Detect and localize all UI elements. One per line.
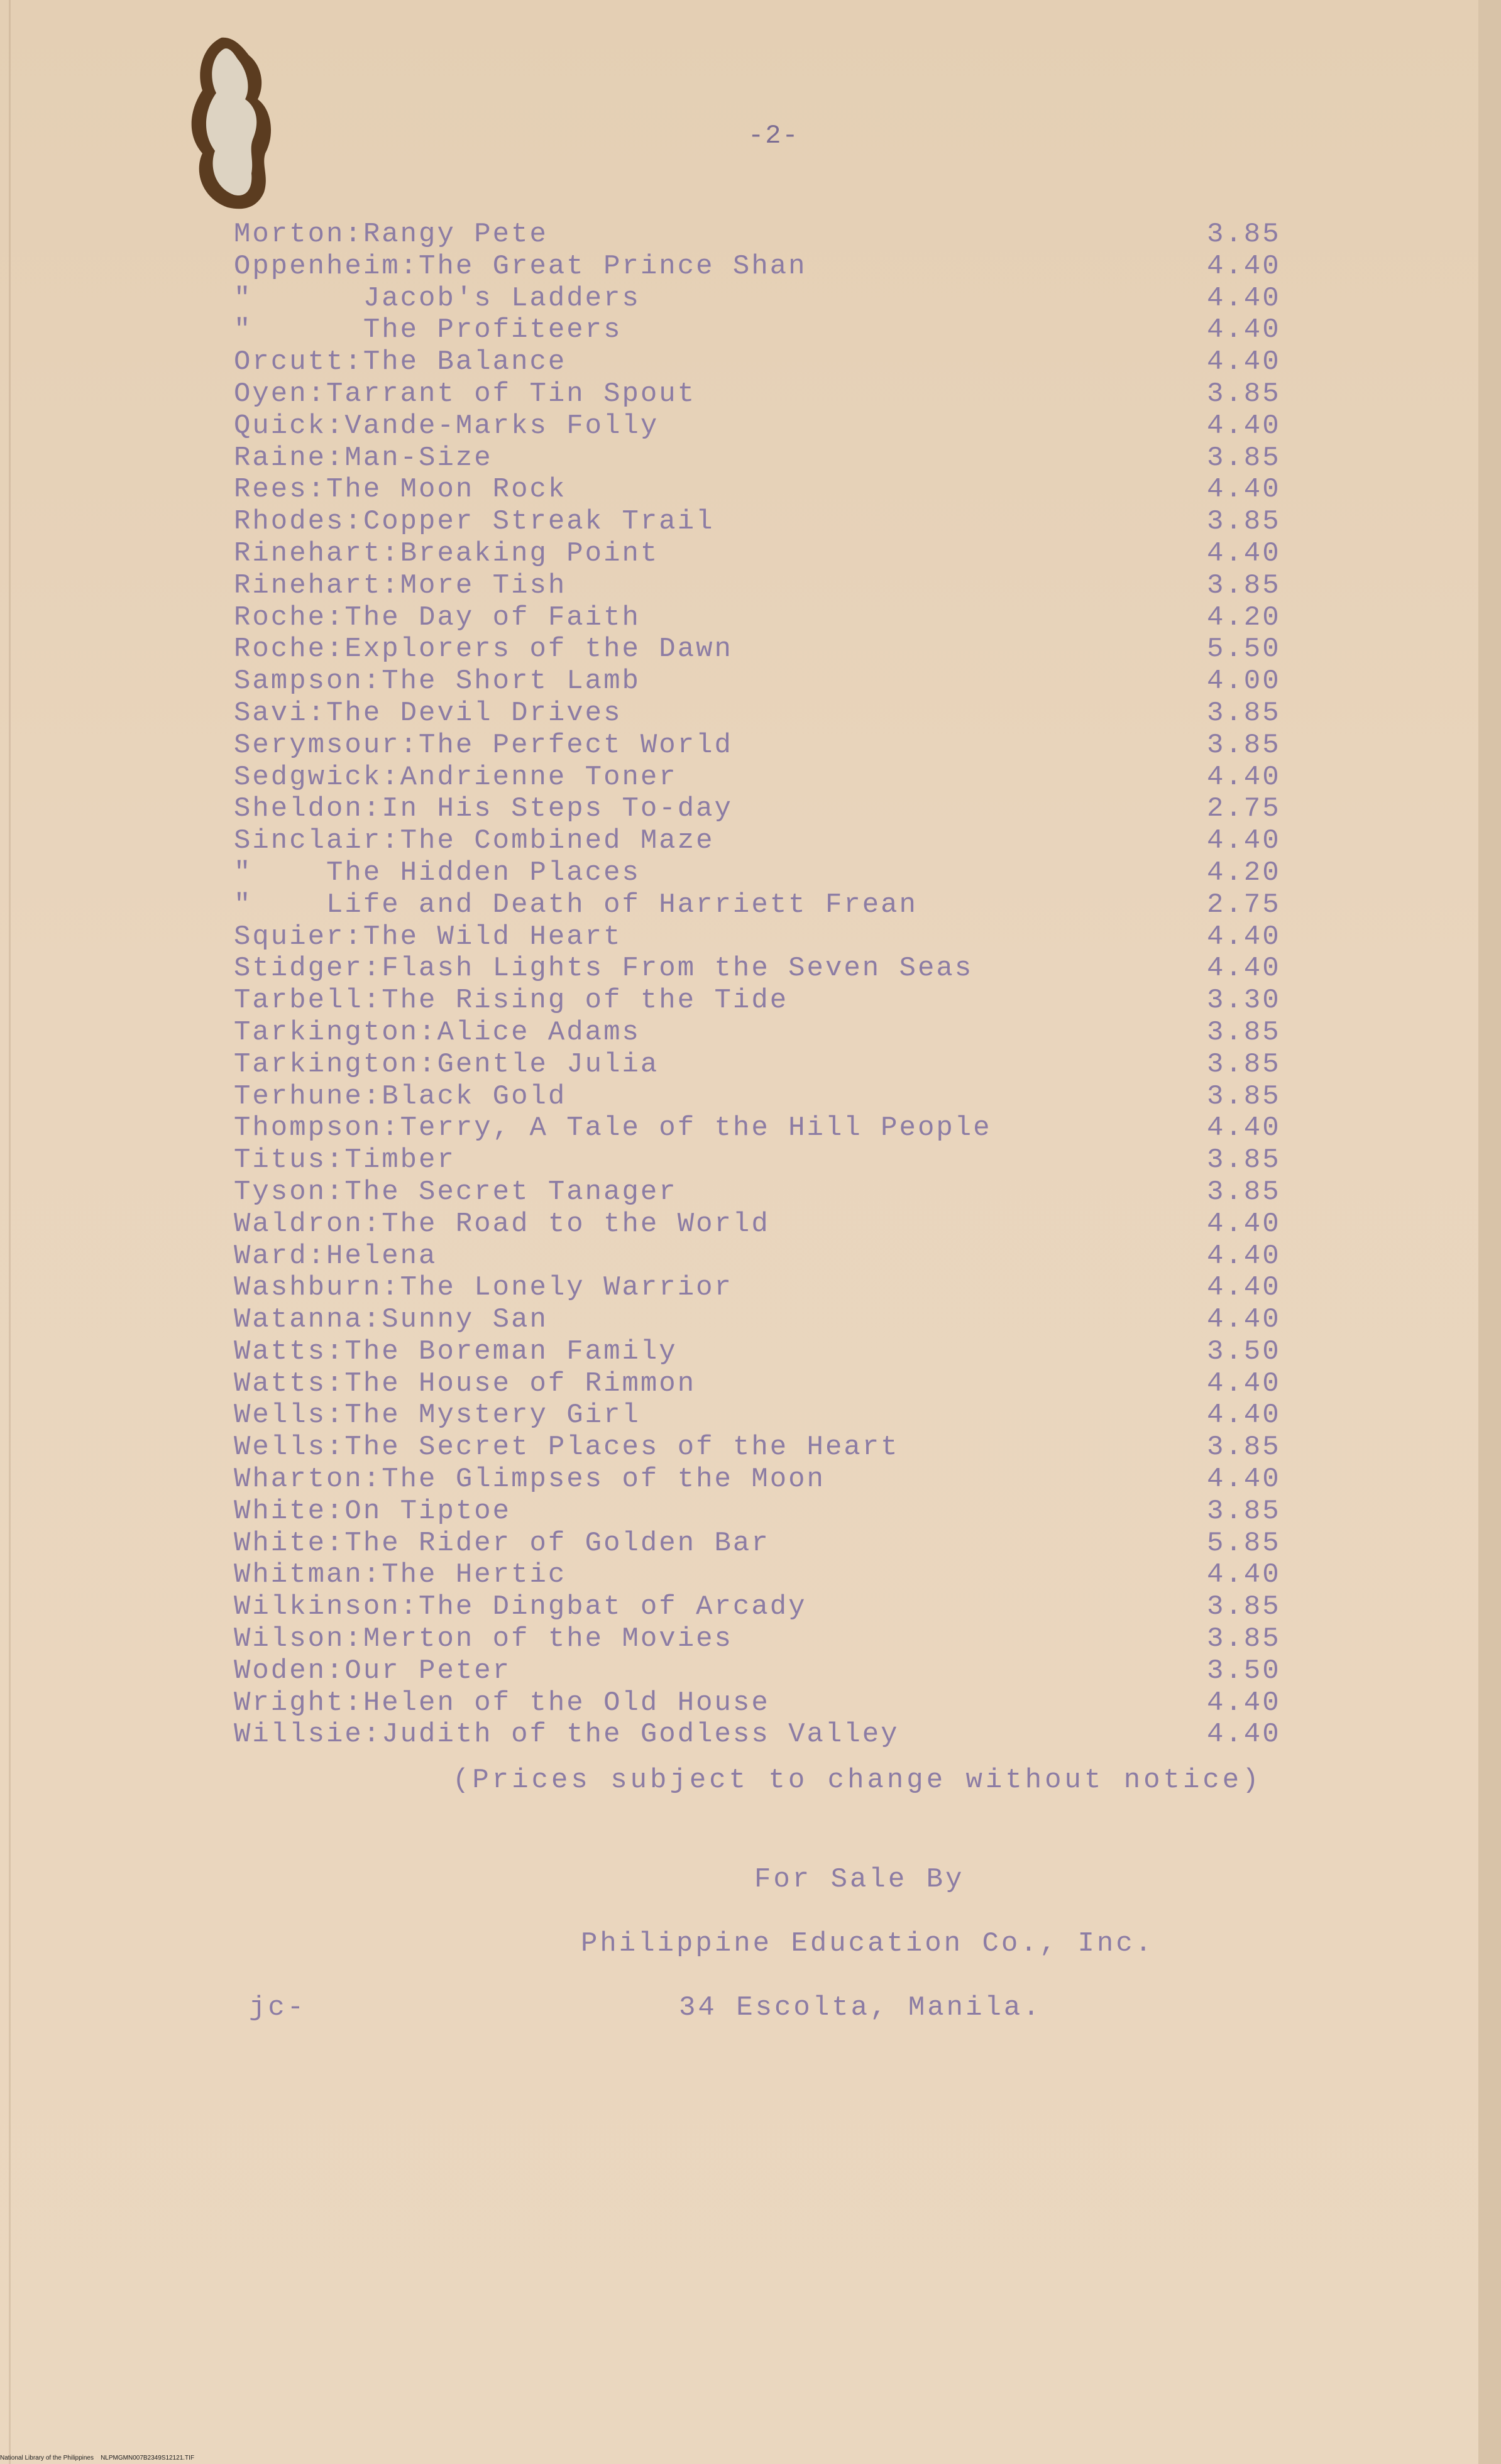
book-title: Wilkinson:The Dingbat of Arcady [234,1591,807,1623]
book-title: Sinclair:The Combined Maze [234,825,715,857]
book-price: 4.40 [1207,761,1281,793]
list-item [234,1081,1328,1113]
book-title: Washburn:The Lonely Warrior [234,1272,733,1304]
list-item [234,857,1328,889]
book-price-list [234,219,1328,1751]
list-item [234,1304,1328,1336]
list-item [234,1432,1328,1464]
book-price: 3.50 [1207,1655,1281,1687]
list-item [234,1336,1328,1368]
book-price: 3.85 [1207,569,1281,601]
book-price: 4.40 [1207,1464,1281,1496]
book-price: 4.40 [1207,1208,1281,1240]
book-price: 3.85 [1207,1495,1281,1527]
book-price: 3.85 [1207,1432,1281,1464]
book-title: Rinehart:Breaking Point [234,537,659,569]
list-item [234,762,1328,794]
book-title: Willsie:Judith of the Godless Valley [234,1719,899,1751]
list-item [234,1112,1328,1144]
book-price: 4.40 [1207,346,1281,378]
book-title: Thompson:Terry, A Tale of the Hill People [234,1112,992,1144]
book-price: 4.40 [1207,314,1281,346]
book-price: 4.40 [1207,825,1281,857]
book-price: 3.85 [1207,1144,1281,1176]
book-title: Tarbell:The Rising of the Tide [234,985,789,1017]
book-price: 4.40 [1207,1399,1281,1432]
book-title: Tarkington:Alice Adams [234,1016,641,1048]
book-price: 3.85 [1207,1080,1281,1112]
book-price: 3.30 [1207,985,1281,1017]
book-price: 4.20 [1207,601,1281,633]
book-title: Oyen:Tarrant of Tin Spout [234,378,696,410]
list-item [234,378,1328,410]
list-item [234,506,1328,538]
list-item [234,602,1328,634]
list-item [234,1272,1328,1304]
book-price: 2.75 [1207,889,1281,921]
book-title: Woden:Our Peter [234,1655,512,1687]
book-title: Tyson:The Secret Tanager [234,1176,678,1208]
for-sale-by: For Sale By [754,1864,965,1895]
list-item [234,314,1328,346]
book-price: 4.40 [1207,953,1281,985]
book-price: 4.40 [1207,1304,1281,1336]
book-price: 4.40 [1207,1240,1281,1272]
list-item [234,219,1328,251]
burn-mark-icon [184,34,284,216]
list-item [234,474,1328,506]
book-title: Savi:The Devil Drives [234,697,622,729]
book-title: Watanna:Sunny San [234,1304,548,1336]
book-title: " The Hidden Places [234,857,641,889]
list-item [234,1176,1328,1208]
book-price: 2.75 [1207,793,1281,825]
book-title: Ward:Helena [234,1240,437,1272]
book-title: Terhune:Black Gold [234,1080,567,1112]
list-item [234,698,1328,730]
book-title: Sampson:The Short Lamb [234,665,641,698]
list-item [234,1623,1328,1655]
book-title: Sheldon:In His Steps To-day [234,793,733,825]
book-price: 3.85 [1207,729,1281,761]
list-item [234,1368,1328,1400]
book-title: Wells:The Mystery Girl [234,1399,641,1432]
list-item [234,985,1328,1017]
list-item [234,793,1328,825]
list-item [234,633,1328,665]
list-item [234,921,1328,953]
list-item [234,889,1328,921]
book-title: Roche:The Day of Faith [234,601,641,633]
book-title: " The Profiteers [234,314,622,346]
book-title: Morton:Rangy Pete [234,219,548,250]
book-title: Wright:Helen of the Old House [234,1687,770,1719]
book-price: 3.85 [1207,697,1281,729]
book-price: 4.20 [1207,857,1281,889]
book-title: " Jacob's Ladders [234,282,641,314]
archive-caption: National Library of the Philippines NLPMGMN007B2349S12121.TIF [0,2455,195,2461]
book-title: Rinehart:More Tish [234,569,567,601]
book-price: 4.40 [1207,1367,1281,1399]
book-price: 4.40 [1207,474,1281,506]
list-item [234,1017,1328,1049]
book-price: 4.40 [1207,282,1281,314]
book-price: 5.85 [1207,1527,1281,1559]
list-item [234,953,1328,985]
book-title: Waldron:The Road to the World [234,1208,770,1240]
company-name: Philippine Education Co., Inc. [581,1928,1155,1959]
book-price: 4.40 [1207,921,1281,953]
book-price: 3.85 [1207,378,1281,410]
list-item [234,283,1328,315]
list-item [234,1144,1328,1176]
list-item [234,1464,1328,1496]
book-title: Wharton:The Glimpses of the Moon [234,1464,825,1496]
list-item [234,1399,1328,1432]
list-item [234,825,1328,857]
page-number: -2- [748,121,800,151]
list-item [234,410,1328,442]
list-item [234,538,1328,570]
book-title: Raine:Man-Size [234,442,493,474]
book-price: 4.40 [1207,1687,1281,1719]
list-item [234,730,1328,762]
list-item [234,1528,1328,1560]
book-title: Quick:Vande-Marks Folly [234,410,659,442]
list-item [234,1687,1328,1719]
list-item [234,570,1328,602]
book-price: 4.40 [1207,250,1281,282]
list-item [234,1559,1328,1591]
book-price: 4.00 [1207,665,1281,698]
book-price: 4.40 [1207,1112,1281,1144]
typist-initials: jc- [249,1992,307,2023]
list-item [234,1496,1328,1528]
book-title: Watts:The Boreman Family [234,1335,678,1367]
book-price: 3.50 [1207,1335,1281,1367]
book-title: Tarkington:Gentle Julia [234,1048,659,1080]
book-title: Serymsour:The Perfect World [234,729,733,761]
book-title: Whitman:The Hertic [234,1559,567,1591]
book-title: Rhodes:Copper Streak Trail [234,506,715,538]
book-title: Wells:The Secret Places of the Heart [234,1432,899,1464]
book-price: 3.85 [1207,1623,1281,1655]
page-edge [1478,0,1501,2464]
book-title: Stidger:Flash Lights From the Seven Seas [234,953,974,985]
book-price: 3.85 [1207,1048,1281,1080]
book-title: Rees:The Moon Rock [234,474,567,506]
company-address: 34 Escolta, Manila. [679,1992,1042,2023]
book-title: " Life and Death of Harriett Frean [234,889,918,921]
list-item [234,1655,1328,1687]
book-title: White:On Tiptoe [234,1495,512,1527]
list-item [234,1208,1328,1240]
book-title: White:The Rider of Golden Bar [234,1527,770,1559]
book-price: 4.40 [1207,1719,1281,1751]
scan-margin [9,0,11,2464]
book-price: 3.85 [1207,1176,1281,1208]
book-price: 3.85 [1207,219,1281,250]
book-title: Oppenheim:The Great Prince Shan [234,250,807,282]
book-price: 3.85 [1207,1591,1281,1623]
list-item [234,346,1328,378]
list-item [234,665,1328,698]
list-item [234,1049,1328,1081]
list-item [234,251,1328,283]
book-title: Watts:The House of Rimmon [234,1367,696,1399]
book-title: Orcutt:The Balance [234,346,567,378]
book-price: 4.40 [1207,537,1281,569]
book-price: 3.85 [1207,506,1281,538]
book-price: 4.40 [1207,1559,1281,1591]
book-price: 4.40 [1207,1272,1281,1304]
book-price: 3.85 [1207,1016,1281,1048]
book-title: Titus:Timber [234,1144,456,1176]
book-title: Wilson:Merton of the Movies [234,1623,733,1655]
book-title: Sedgwick:Andrienne Toner [234,761,678,793]
book-title: Squier:The Wild Heart [234,921,622,953]
book-price: 3.85 [1207,442,1281,474]
list-item [234,1591,1328,1623]
list-item [234,1240,1328,1273]
book-title: Roche:Explorers of the Dawn [234,633,733,665]
list-item [234,1719,1328,1751]
list-item [234,442,1328,474]
book-price: 4.40 [1207,410,1281,442]
price-notice: (Prices subject to change without notice) [453,1765,1262,1796]
book-price: 5.50 [1207,633,1281,665]
